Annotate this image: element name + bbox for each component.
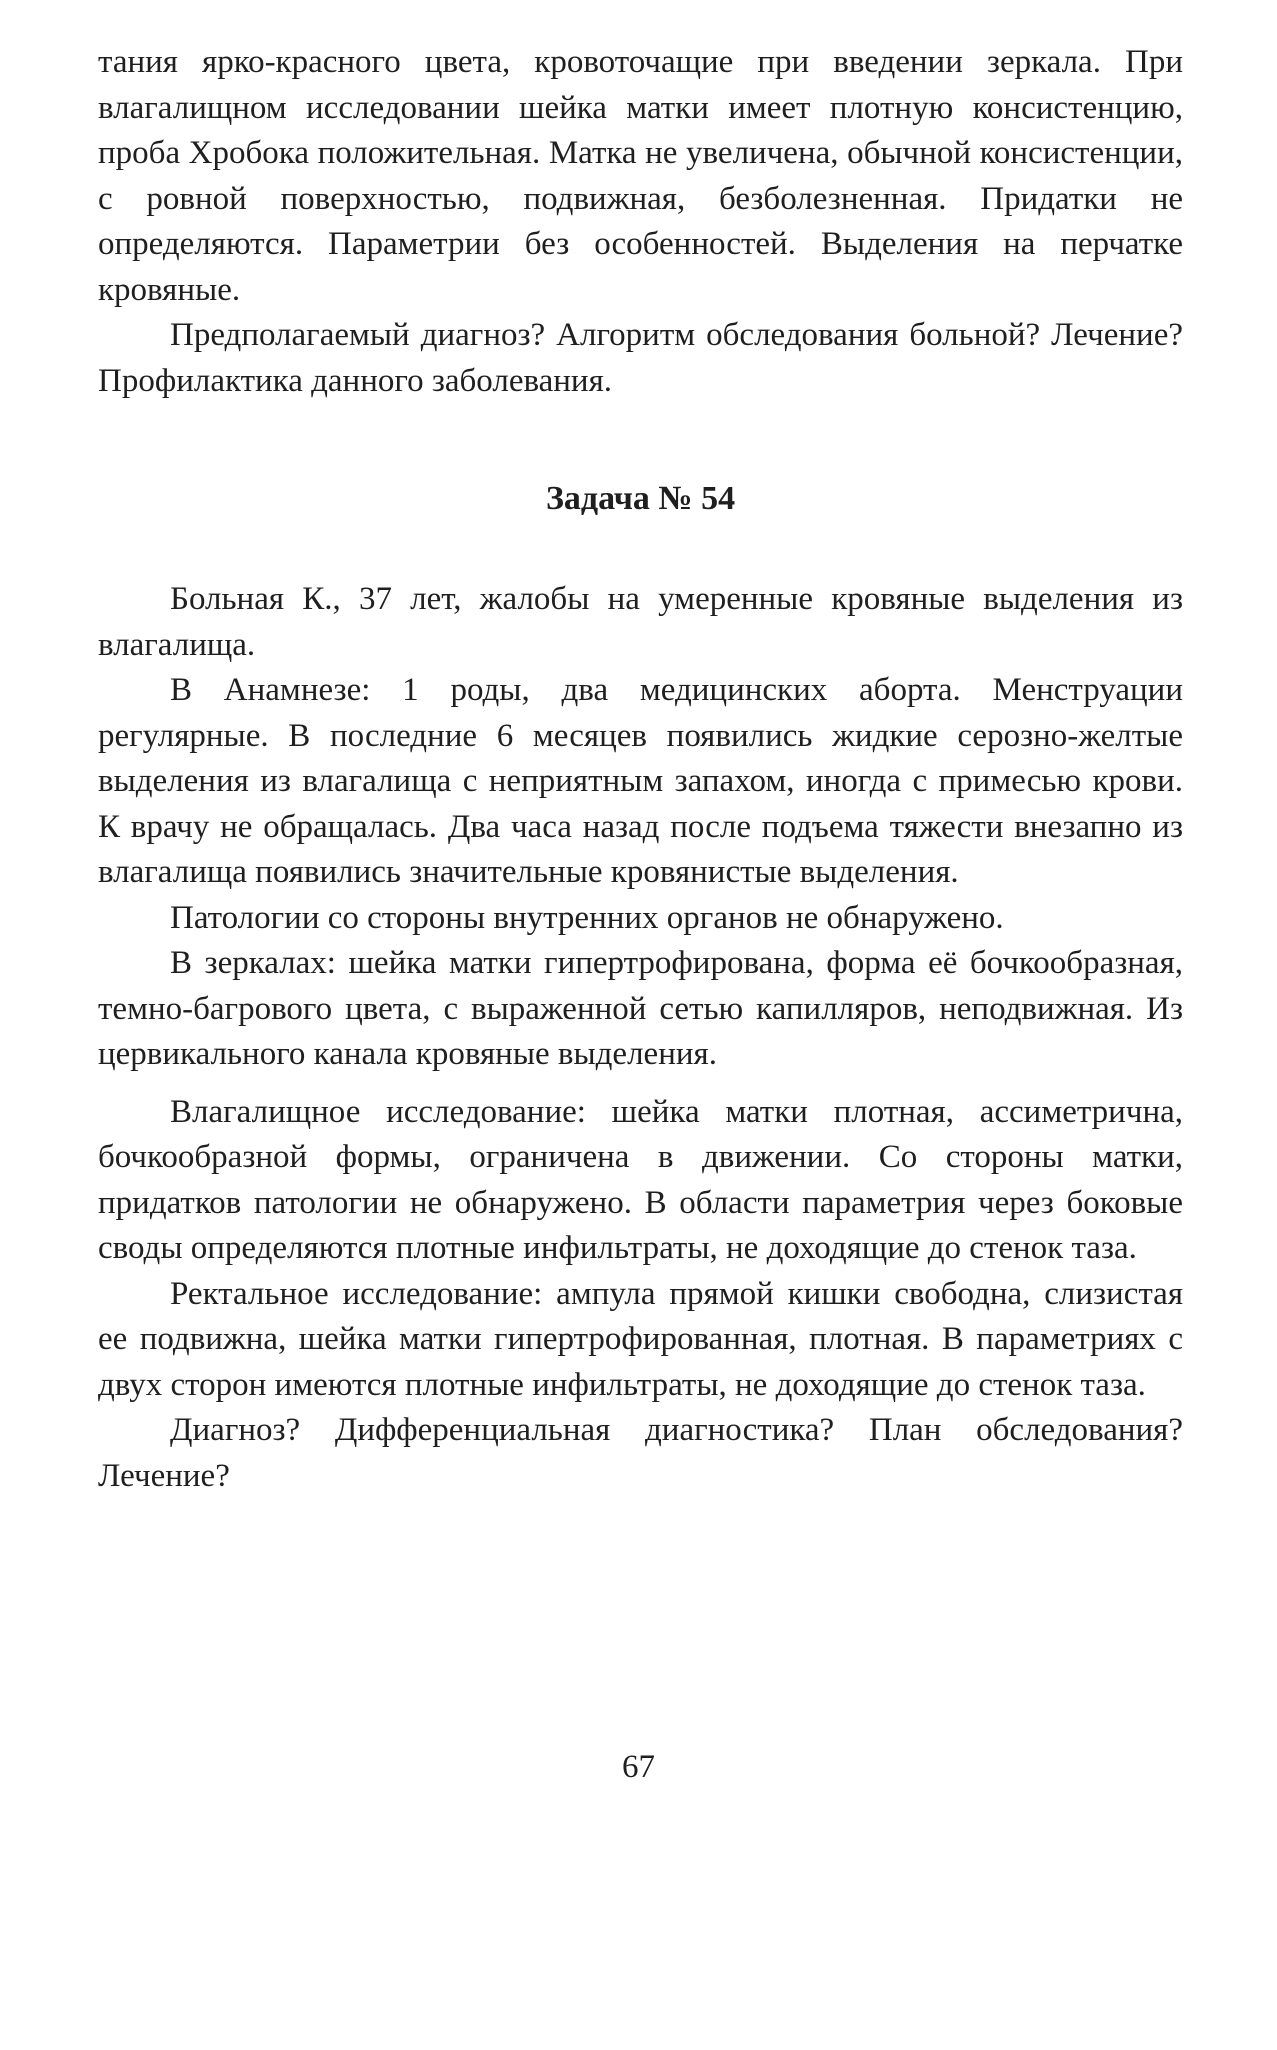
paragraph-complaints: Больная К., 37 лет, жалобы на умеренные кровяные выделения из влагалища. [98,581,1183,663]
paragraph-internal-organs: Патологии со стороны внутренних органов не обнаружено. [170,899,1004,936]
paragraph-speculum-exam: В зеркалах: шейка матки гипертрофирована, форма её бочкообразная, темно-багрового цвета, с выраженной сетью капилляров, неподвижная. Из цервикального канала кровяные выделения. [98,945,1183,1072]
paragraph-rectal-exam: Ректальное исследование: ампула прямой кишки свободна, слизистая ее подвижна, шейка матки гипертрофированная, плотная. В параметриях с двух сторон имеются плотные инфильтраты, не доходящие до стенок таза. [98,1275,1183,1403]
paragraph-questions-previous: Предполагаемый диагноз? Алгоритм обследования больной? Лечение? Профилактика данного заболевания. [98,317,1183,399]
page-body [98,40,1183,1499]
paragraph-anamnesis: В Анамнезе: 1 роды, два медицинских аборта. Менструации регулярные. В последние 6 месяцев появились жидкие серозно-желтые выделения из влагалища с неприятным запахом, иногда с примесью крови. К врачу не обращалась. Два часа назад после подъема тяжести внезапно из влагалища появились значительные кровянистые выделения. [98,672,1183,890]
page-number: 67 [622,1749,655,1785]
spacer [98,1078,1183,1090]
paragraph-continuation: тания ярко-красного цвета, кровоточащие при введении зеркала. При влагалищном исследовании шейка матки имеет плотную консистенцию, проба Хробока положительная. Матка не увеличена, обычной консистенции, с ровной поверхностью, подвижная, безболезненная. Придатки не определяются. Параметрии без особенностей. Выделения на перчатке кровяные. [98,44,1183,308]
paragraph-questions: Диагноз? Дифференциальная диагностика? План обследования? Лечение? [98,1412,1183,1494]
problem-heading: Задача № 54 [545,480,736,517]
paragraph-vaginal-exam: Влагалищное исследование: шейка матки плотная, ассиметрична, бочкообразной формы, ограничена в движении. Со стороны матки, придатков патологии не обнаружено. В области параметрия через боковые своды определяются плотные инфильтраты, не доходящие до стенок таза. [98,1093,1183,1266]
